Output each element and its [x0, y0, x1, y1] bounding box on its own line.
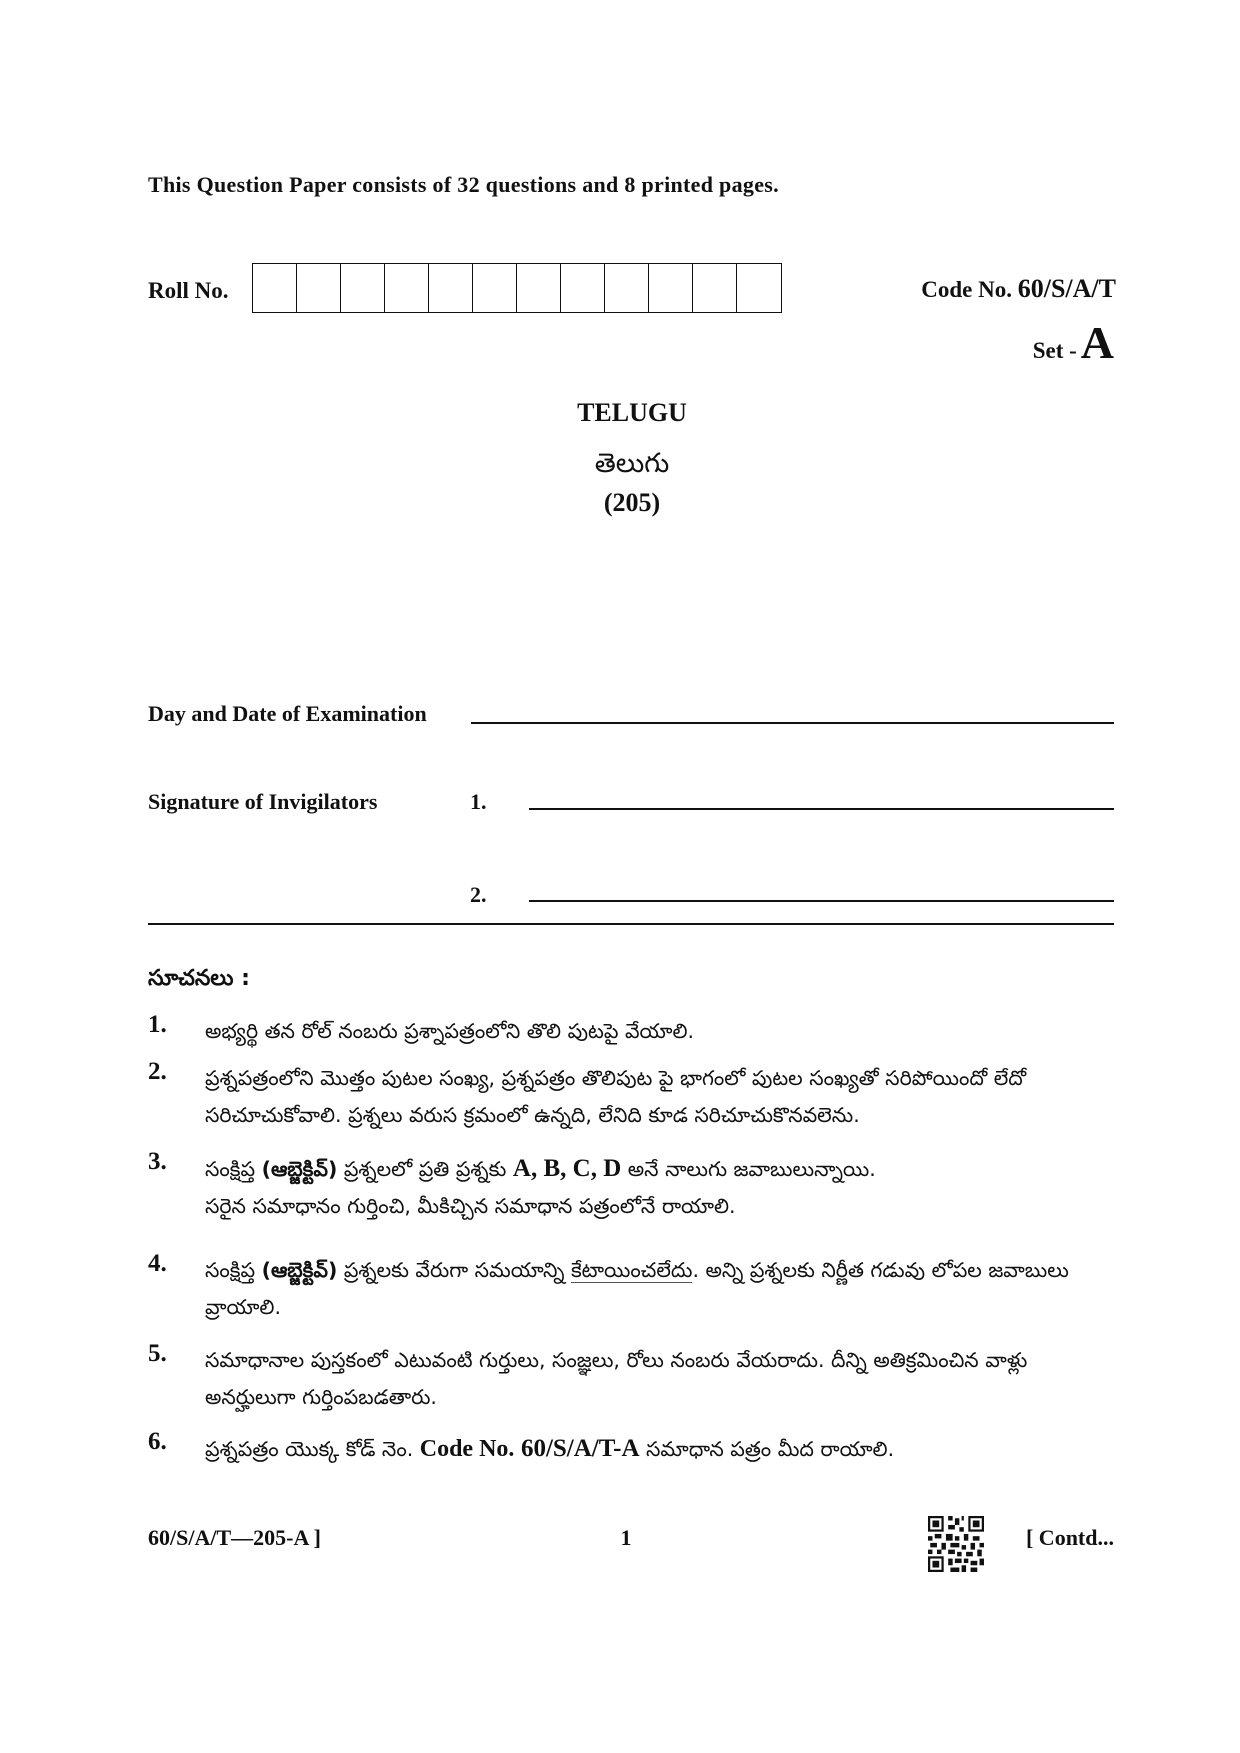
instruction-text-part: సంక్షిప్త	[205, 1258, 262, 1282]
instruction-text	[205, 1430, 1115, 1468]
instruction-text-part: ప్రశ్నపత్రం యొక్క కోడ్ నెం.	[205, 1437, 420, 1461]
roll-number-boxes	[252, 263, 782, 313]
roll-number-box[interactable]	[341, 264, 385, 312]
roll-number-box[interactable]	[297, 264, 341, 312]
roll-number-box[interactable]	[649, 264, 693, 312]
roll-number-box[interactable]	[737, 264, 781, 312]
signature-line-1[interactable]	[529, 808, 1114, 810]
subject-title-telugu: తెలుగు	[594, 448, 670, 479]
signature-number-1: 1.	[470, 789, 487, 814]
signature-line-2[interactable]	[529, 900, 1114, 902]
instruction-underlined-term: కేటాయించలేదు	[570, 1258, 693, 1282]
page-number: 1	[620, 1525, 632, 1550]
instruction-number: 5.	[148, 1340, 167, 1367]
instruction-number: 2.	[148, 1058, 167, 1085]
instruction-text-part: ప్రశ్నలలో ప్రతి ప్రశ్నకు	[337, 1157, 513, 1181]
instruction-text-part: . అన్ని ప్రశ్నలకు నిర్ణీత గడువు లోపల జవాబులు వ్రాయాలి.	[205, 1258, 1069, 1319]
instruction-text	[205, 1150, 1115, 1225]
exam-date-line[interactable]	[471, 722, 1114, 724]
subject-code: (205)	[603, 488, 661, 517]
instruction-number: 6.	[148, 1428, 167, 1455]
instruction-bold-term: (ఆబ్జెక్టివ్)	[261, 1157, 338, 1181]
roll-number-box[interactable]	[605, 264, 649, 312]
instruction-text: అభ్యర్థి తన రోల్ నంబరు ప్రశ్నాపత్రంలోని తొలి పుటపై వేయాలి.	[205, 1019, 695, 1043]
instruction-text: సమాధానాల పుస్తకంలో ఎటువంటి గుర్తులు, సంజ్ఞలు, రోలు నంబరు వేయరాదు. దీన్ని అతిక్రమించిన వాళ్లు అనర్హులుగా గుర్తింపబడతారు.	[205, 1348, 1028, 1409]
instruction-number: 4.	[148, 1250, 167, 1277]
roll-number-box[interactable]	[429, 264, 473, 312]
set-indicator	[1033, 316, 1114, 369]
instructions-title: సూచనలు :	[148, 966, 250, 991]
instruction-text: ప్రశ్నపత్రంలోని మొత్తం పుటల సంఖ్య, ప్రశ్నపత్రం తొలిపుట పై భాగంలో పుటల సంఖ్యతో సరిపోయిందో లేదో సరిచూచుకోవాలి. ప్రశ్నలు వరుస క్రమంలో ఉన్నది, లేనిది కూడ సరిచూచుకొనవలెను.	[205, 1066, 1027, 1127]
instruction-text-part: ప్రశ్నలకు వేరుగా సమయాన్ని	[337, 1258, 571, 1282]
instruction-number: 1.	[148, 1011, 167, 1038]
question-paper-note: This Question Paper consists of 32 questions and 8 printed pages.	[148, 172, 779, 197]
instruction-text-part: సంక్షిప్త	[205, 1157, 262, 1181]
qr-code-icon	[928, 1516, 984, 1572]
signature-number-2: 2.	[470, 882, 487, 907]
roll-number-box[interactable]	[561, 264, 605, 312]
code-number	[921, 274, 1116, 304]
roll-number-box[interactable]	[385, 264, 429, 312]
continued-marker: [ Contd...	[1025, 1525, 1114, 1550]
roll-number-box[interactable]	[253, 264, 297, 312]
roll-number-box[interactable]	[473, 264, 517, 312]
exam-date-label: Day and Date of Examination	[148, 701, 427, 726]
instruction-text	[205, 1252, 1115, 1326]
code-number-label: Code No.	[921, 277, 1012, 302]
instruction-text-part: అనే నాలుగు జవాబులున్నాయి.	[621, 1157, 876, 1181]
answer-code-label: Code No.	[419, 1436, 515, 1462]
roll-number-box[interactable]	[517, 264, 561, 312]
roll-number-label: Roll No.	[148, 278, 229, 303]
instruction-number: 3.	[148, 1148, 167, 1175]
roll-number-box[interactable]	[693, 264, 737, 312]
set-label: Set -	[1032, 338, 1077, 363]
instruction-text-part: సమాధాన పత్రం మీద రాయాలి.	[639, 1437, 895, 1461]
subject-title-english: TELUGU	[577, 398, 687, 427]
answer-options: A, B, C, D	[512, 1155, 622, 1182]
set-letter: A	[1080, 317, 1114, 368]
answer-code-value: 60/S/A/T-A	[520, 1435, 640, 1462]
invigilator-signature-label: Signature of Invigilators	[148, 789, 378, 814]
section-divider	[148, 923, 1114, 925]
code-number-value: 60/S/A/T	[1017, 274, 1116, 303]
footer-paper-code: 60/S/A/T—205-A ]	[148, 1525, 321, 1550]
instruction-bold-term: (ఆబ్జెక్టివ్)	[261, 1258, 338, 1282]
instruction-text-part: సరైన సమాధానం గుర్తించి, మీకిచ్చిన సమాధాన పత్రంలోనే రాయాలి.	[205, 1194, 736, 1218]
